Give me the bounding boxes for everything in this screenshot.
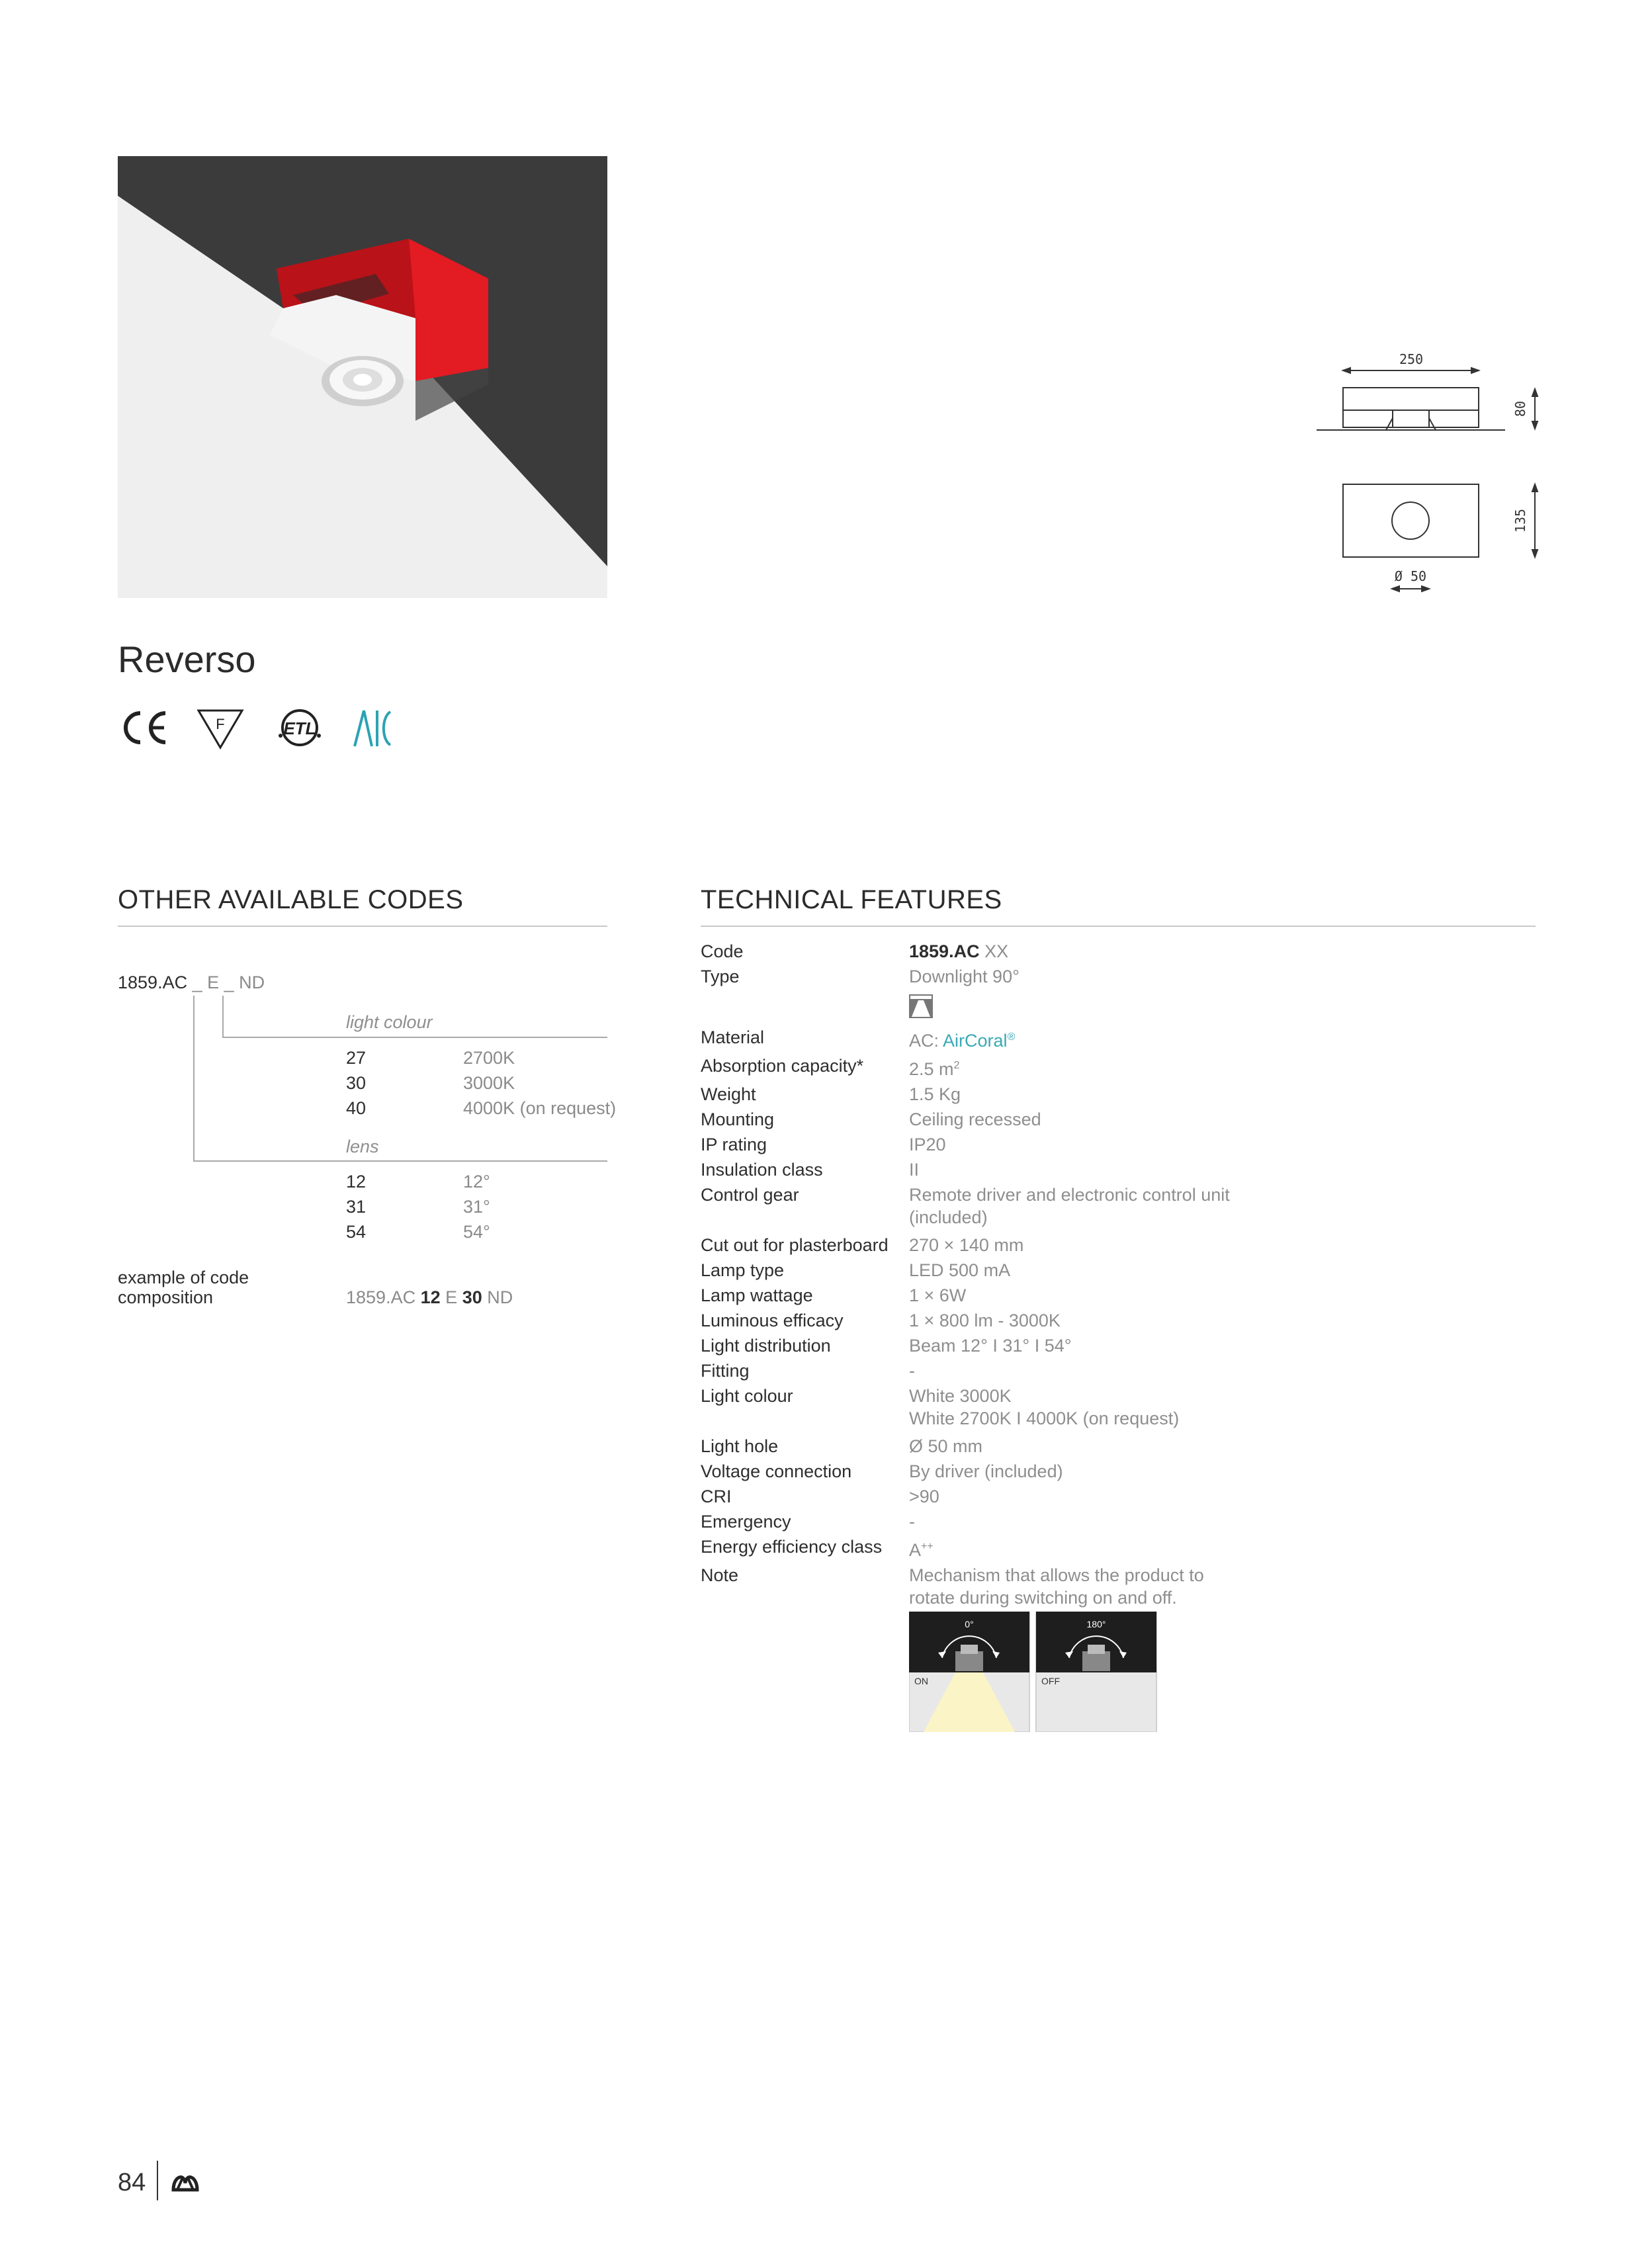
mechanism-diagram bbox=[909, 1612, 1160, 1732]
feature-label: Energy efficiency class bbox=[701, 1537, 883, 1557]
mechanism-off-panel bbox=[1036, 1612, 1156, 1732]
light-colour-line1: White 3000K bbox=[909, 1386, 1012, 1406]
other-codes-heading: OTHER AVAILABLE CODES bbox=[118, 885, 464, 914]
feature-label: Emergency bbox=[701, 1512, 791, 1532]
feature-row-energy bbox=[701, 1534, 1534, 1563]
other-codes-rule bbox=[118, 926, 607, 927]
feature-row bbox=[701, 1132, 1534, 1157]
feature-row bbox=[701, 1157, 1534, 1182]
mechanism-on-angle: 0° bbox=[965, 1619, 974, 1629]
feature-row-note bbox=[701, 1563, 1534, 1608]
feature-row bbox=[701, 1308, 1534, 1333]
lens-branch-line bbox=[193, 996, 195, 1161]
lens-code-12: 12 bbox=[346, 1172, 367, 1191]
base-code-nd: ND bbox=[239, 973, 265, 992]
example-prefix: 1859.AC bbox=[346, 1287, 416, 1307]
downlight-icon bbox=[909, 994, 933, 1018]
feature-label: Insulation class bbox=[701, 1160, 823, 1180]
energy-value: A bbox=[909, 1540, 922, 1560]
feature-row-light-colour bbox=[701, 1383, 1534, 1428]
feature-value: - bbox=[909, 1361, 915, 1381]
lens-value-54: 54° bbox=[463, 1222, 490, 1242]
feature-value: >90 bbox=[909, 1487, 939, 1506]
feature-row bbox=[701, 1283, 1534, 1308]
feature-label: CRI bbox=[701, 1487, 732, 1506]
colour-branch-line bbox=[222, 996, 224, 1038]
feature-value: By driver (included) bbox=[909, 1461, 1063, 1481]
light-colour-label: light colour bbox=[346, 1012, 433, 1032]
feature-label: Note bbox=[701, 1565, 739, 1585]
page-number: 84 bbox=[118, 2169, 146, 2196]
footer-separator bbox=[157, 2161, 158, 2200]
lens-code-54: 54 bbox=[346, 1222, 367, 1242]
example-label-line1: example of code bbox=[118, 1268, 249, 1287]
feature-label: Mounting bbox=[701, 1109, 775, 1129]
feature-row-type bbox=[701, 964, 1534, 989]
feature-row-control-gear bbox=[701, 1182, 1534, 1227]
feature-row bbox=[701, 1107, 1534, 1132]
feature-value: Beam 12° I 31° I 54° bbox=[909, 1336, 1072, 1356]
feature-row-material bbox=[701, 1025, 1534, 1053]
ce-mark-icon bbox=[126, 713, 165, 742]
technical-drawing bbox=[1313, 344, 1551, 602]
drawing-hole-label: Ø 50 bbox=[1394, 568, 1427, 584]
note-line2: rotate during switching on and off. bbox=[909, 1588, 1177, 1608]
feature-value: IP20 bbox=[909, 1135, 946, 1154]
feature-row bbox=[701, 1434, 1534, 1459]
feature-label: IP rating bbox=[701, 1135, 767, 1154]
feature-row bbox=[701, 1233, 1534, 1258]
f-mark-icon bbox=[198, 711, 242, 748]
colour-value-27: 2700K bbox=[463, 1048, 515, 1068]
feature-row bbox=[701, 1082, 1534, 1107]
product-photo bbox=[118, 156, 607, 598]
feature-row bbox=[701, 1459, 1534, 1484]
mechanism-on-panel bbox=[909, 1612, 1029, 1732]
feature-value: LED 500 mA bbox=[909, 1260, 1011, 1280]
feature-label: Material bbox=[701, 1027, 765, 1047]
feature-row-type-icon bbox=[701, 989, 1534, 1025]
technical-features-table bbox=[701, 939, 1534, 1733]
example-e: E bbox=[445, 1287, 458, 1307]
note-line1: Mechanism that allows the product to bbox=[909, 1565, 1204, 1585]
code-suffix: XX bbox=[984, 941, 1009, 961]
material-accent: AirCoral bbox=[943, 1031, 1008, 1051]
drawing-depth-label: 135 bbox=[1512, 508, 1528, 533]
feature-value: - bbox=[909, 1512, 915, 1532]
technical-rule bbox=[701, 926, 1536, 927]
feature-value: 1.5 Kg bbox=[909, 1084, 961, 1104]
f-mark-letter: F bbox=[216, 716, 225, 732]
lens-label: lens bbox=[346, 1137, 379, 1156]
feature-label: Absorption capacity* bbox=[701, 1056, 864, 1076]
mechanism-off-label: OFF bbox=[1041, 1676, 1060, 1686]
feature-row bbox=[701, 1484, 1534, 1509]
lens-value-31: 31° bbox=[463, 1197, 490, 1217]
feature-label: Control gear bbox=[701, 1185, 799, 1205]
feature-label: Lamp type bbox=[701, 1260, 785, 1280]
example-colour: 30 bbox=[462, 1287, 482, 1307]
colour-value-40: 4000K (on request) bbox=[463, 1098, 617, 1118]
colour-code-27: 27 bbox=[346, 1048, 367, 1068]
control-line2: (included) bbox=[909, 1207, 988, 1227]
code-strong: 1859.AC bbox=[909, 941, 980, 961]
feature-label: Code bbox=[701, 941, 744, 961]
feature-label: Cut out for plasterboard bbox=[701, 1235, 889, 1255]
base-code-sep2: _ bbox=[219, 973, 239, 992]
base-code-e: E bbox=[207, 973, 220, 992]
feature-row bbox=[701, 1509, 1534, 1534]
material-prefix: AC: bbox=[909, 1031, 939, 1051]
feature-value: Ø 50 mm bbox=[909, 1436, 983, 1456]
base-code-prefix: 1859.AC bbox=[118, 973, 188, 992]
feature-label: Voltage connection bbox=[701, 1461, 852, 1481]
feature-label: Light colour bbox=[701, 1386, 793, 1406]
feature-row bbox=[701, 1258, 1534, 1283]
certification-icons bbox=[118, 705, 409, 752]
feature-value: 1 × 6W bbox=[909, 1285, 967, 1305]
etl-listed-icon bbox=[279, 711, 321, 745]
example-code bbox=[346, 1287, 513, 1308]
colour-branch-rule bbox=[222, 1037, 607, 1038]
aircoral-logo-icon bbox=[355, 711, 390, 746]
feature-row-mechanism bbox=[701, 1608, 1534, 1733]
feature-row bbox=[701, 1358, 1534, 1383]
example-nd: ND bbox=[487, 1287, 513, 1307]
etl-mark-text: ETL bbox=[283, 718, 316, 738]
feature-value: II bbox=[909, 1160, 920, 1180]
colour-code-40: 40 bbox=[346, 1098, 367, 1118]
feature-label: Type bbox=[701, 967, 740, 986]
colour-code-30: 30 bbox=[346, 1073, 367, 1093]
feature-label: Light distribution bbox=[701, 1336, 831, 1356]
feature-row bbox=[701, 1333, 1534, 1358]
material-sup: ® bbox=[1007, 1031, 1016, 1043]
lens-value-12: 12° bbox=[463, 1172, 490, 1191]
feature-label: Weight bbox=[701, 1084, 756, 1104]
absorption-value: 2.5 m bbox=[909, 1059, 954, 1079]
feature-row-absorption bbox=[701, 1053, 1534, 1082]
type-value: Downlight 90° bbox=[909, 967, 1020, 986]
feature-label: Luminous efficacy bbox=[701, 1311, 844, 1330]
lens-code-31: 31 bbox=[346, 1197, 367, 1217]
feature-value: Ceiling recessed bbox=[909, 1109, 1041, 1129]
mechanism-off-angle: 180° bbox=[1086, 1619, 1106, 1629]
feature-row-code bbox=[701, 939, 1534, 964]
example-lens: 12 bbox=[420, 1287, 441, 1307]
base-code-sep1: _ bbox=[187, 973, 208, 992]
feature-label: Lamp wattage bbox=[701, 1285, 813, 1305]
example-label-line2: composition bbox=[118, 1287, 214, 1307]
lens-branch-rule bbox=[193, 1160, 607, 1162]
feature-label: Fitting bbox=[701, 1361, 750, 1381]
mechanism-on-label: ON bbox=[914, 1676, 928, 1686]
feature-label: Light hole bbox=[701, 1436, 779, 1456]
absorption-sup: 2 bbox=[953, 1060, 960, 1071]
feature-value: 1 × 800 lm - 3000K bbox=[909, 1311, 1061, 1330]
drawing-height-label: 80 bbox=[1512, 400, 1528, 417]
colour-value-30: 3000K bbox=[463, 1073, 515, 1093]
light-colour-line2: White 2700K I 4000K (on request) bbox=[909, 1408, 1180, 1428]
feature-value: 270 × 140 mm bbox=[909, 1235, 1024, 1255]
brand-logo-icon bbox=[171, 2163, 202, 2198]
control-line1: Remote driver and electronic control unit bbox=[909, 1185, 1230, 1205]
energy-sup: ++ bbox=[921, 1541, 934, 1552]
base-code bbox=[118, 973, 265, 993]
product-title: Reverso bbox=[118, 638, 256, 680]
drawing-width-label: 250 bbox=[1399, 351, 1424, 367]
technical-heading: TECHNICAL FEATURES bbox=[701, 885, 1002, 914]
